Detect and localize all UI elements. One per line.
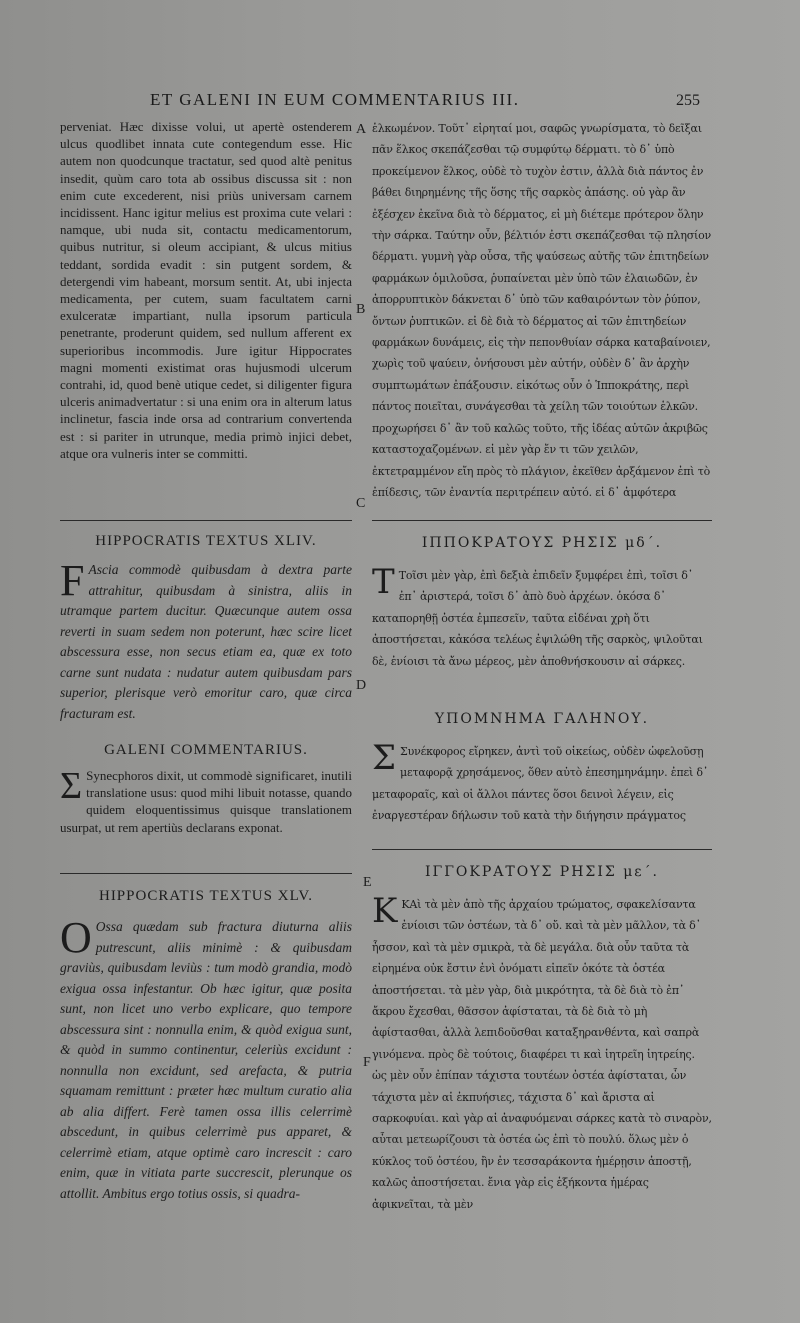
running-head: ET GALENI IN EUM COMMENTARIUS III. [150, 90, 520, 109]
margin-letter-d: D [356, 678, 367, 693]
greek-commentary-continuation: ἑλκωμένον. Τοῦτ᾽ εἰρηταί μοι, σαφῶς γνωρίσματα, τὸ δεῖξαι πᾶν ἕλκος σκεπάζεσθαι τῷ συμφύτῳ δέρματι. τὸ δ᾽ ὑπὸ προκείμενον ἕλκος, οὐδὲ τὸ τυχὸν ἐστιν, ἀλλὰ διὰ πάντος ἐν βάθει διηρημένης τῆς ὅσης τῆς σαρκὸς ἀπάσης. οὐ γὰρ ἂν ἐξέσχεν ἐκεῖνα διὰ τὸ δέρματος, εἰ μὴ διέτεμε πρότερον ὅλην τὴν σάρκα. Ταύτην οὖν, βέλτιόν ἐστι σκεπάζεσθαι τῷ πλησίον δέρματι. γυμνὴ γὰρ οὖσα, τῆς ψαύσεως αὐτῆς τῶν ἐπιτηδείων φαρμάκων ὁμιλοῦσα, ῥυπαίνεται μὲν ὑπὸ τῶν ἐλαιωδῶν, ἐν ἀπορρυπτικὸν δάκνεται δ᾽ ὑπὸ τῶν καθαιρόντων τὸν ῥύπον, ὄντων ῥυπτικῶν. εἰ δὲ διὰ τὸ δέρματος αἱ τῶν ἐπιτηδείων φαρμάκων δυνάμεις, εἰς τὴν πεπονθυίαν σάρκα καταβαίνοιεν, χωρὶς τοῦ ψαύειν, ὀνήσουσι μὲν αὐτήν, οὐδὲν δ᾽ ἂν ἀρχὴν συμπτωμάτων ἐπάξουσιν. εἰκότως οὖν ὁ Ἱπποκράτης, περὶ πάντος ποιεῖται, συνάγεσθαι τὰ χείλη τῶν τοιούτων ἑλκῶν. προχωρήσει δ᾽ ἂν τοῦ καλῶς τοῦτο, τῆς ἰδέας αὐτῶν ἀκριβῶς καταστοχαζομένων. εἰ μὲν γὰρ ἔν τι τῶν χειλῶν, ἐκτετραμμένον εἴη πρὸς τὸ πλάγιον, ἐκεῖθεν ἀρξάμενον ἐπὶ τὸ ἐπίδεσις, τῶν ἐναντία περιτρέπειν αὐτό. εἰ δ᾽ ἀμφότερα [372, 122, 712, 499]
latin-text-xlv: Ossa quædam sub fractura diuturna aliis putrescunt, aliis minimè : & quibusdam graviùs, quibusdam leviùs : tum modò grandia, modò exigua ossa infestantur. Ob hæc igitur, quæ posita sunt, non licet uno verbo explicare, quo tempore abscessura sint : nonnulla enim, & quòd exigua sunt, & quòd in summo continentur, celeriùs excidunt : nonnulla non excidunt, sed arefacta, & putria squamam remittunt : præter hæc multum curatio alia ab alia differt. Ferè tamen ossa illis celerrimè abscedunt, in quibus celerrimè pus apparet, & celerrimè etiam, atque optimè caro increscit : caro enim, quæ in vitiata parte succrescit, plerunque os attollit. Ambitus ergo totius ossis, si quadra- [60, 919, 352, 1201]
margin-letter-b: B [356, 302, 366, 317]
margin-letter-e: E [363, 875, 372, 890]
latin-commentary-continuation: perveniat. Hæc dixisse volui, ut apertè ostenderem ulcus quodlibet innata cute contegendum esse. Hic autem non quodcunque tractatur, sed quod altè penitus insedit, quùm caro tota ab ossibus discussa sit : non enim cute excederent, nisi priùs universam carnem incidissent. Hanc igitur melius est proxima cute velari : namque, ubi nuda sit, contactu medicamentorum, quibus nutritur, si oleum accipiant, & ulcus mitius teddant, sordida evadit : sin putgent sordem, & detergendi vim habeant, morsum sentit. At, ubi injecta medicamenta, per cutem, suam facultatem carni exulceratæ impartiant, nulla ipsorum particula penetrante, proderunt quidem, sed nullum afferent ex superioribus incommodis. Jure igitur Hippocrates magni momenti existimat oras hujusmodi ulcerum contrahi, id, quod benè utique cedet, si diligenter figura ulceris animadvertatur : si una enim ora in alterum latus inclinetur, fascia inde orsa ad contrarium convertenda est : si pariter in utrunque, media primò injici debet, atque ora vulneris inter se committi. [60, 119, 352, 461]
greek-heading-rhesis-45: ΙΓΓΟΚΡΑΤΟΥΣ ΡΗΣΙΣ με΄. [424, 864, 660, 880]
latin-column [60, 118, 352, 1247]
latin-heading-textus-xlv: HIPPOCRATIS TEXTUS XLV. [98, 888, 313, 904]
margin-letter-c: C [356, 496, 366, 511]
greek-text-hypomnema: Συνέκφορος εἴρηκεν, ἀντὶ τοῦ οἰκείως, οὐδὲν ὠφελοῦσῃ μεταφορᾷ χρησάμενος, ὅθεν αὐτὸ ἐπεσημηνάμην. ἐπεὶ δ᾽ μεταφοραῖς, καὶ οἱ ἄλλοι πάντες ὅσοι δεινοὶ λέγειν, εἰς ἐναργεστέραν δήλωσιν τοῦ κατὰ τὴν διήγησιν πράγματος [372, 745, 709, 823]
drop-cap-sigma: Σ [60, 767, 83, 807]
drop-cap-kappa: Κ [372, 894, 398, 931]
greek-column [372, 118, 712, 1224]
page-number: 255 [676, 92, 700, 109]
greek-heading-hypomnema: ΥΠΟΜΝΗΜΑ ΓΑΛΗΝΟΥ. [434, 711, 650, 727]
latin-text-xliv: Ascia commodè quibusdam à dextra parte attrahitur, quibusdam à sinistra, aliis in utramque partem ducitur. Quæcunque autem ossa reverti in suam sedem non poterunt, hæc scire licet abscessura esse, non secus etiam ea, quæ ex toto carne sunt nudata : nudatur autem quibusdam pars superior, plerisque verò emoritur caro, quæ circa fracturam est. [60, 562, 352, 721]
section-rule [372, 849, 712, 850]
drop-cap-f: F [60, 560, 85, 605]
margin-letter-f: F [363, 1055, 371, 1070]
greek-text-45: ΚΑὶ τὰ μὲν ἀπὸ τῆς ἀρχαίου τρώματος, σφακελίσαντα ἐνίοισι τῶν ὀστέων, τὰ δ᾽ οὔ. καὶ τὰ μὲν μᾶλλον, τὰ δ᾽ ἧσσον, καὶ τὰ μὲν σμικρὰ, τὰ δὲ μεγάλα. διὰ οὖν ταῦτα τὰ εἰρημένα οὐκ ἔστιν ἐνὶ ὀνόματι εἰπεῖν ὁκότε τὰ ὀστέα ἀποστήσεται. τὰ μὲν γὰρ, διὰ μικρότητα, τὰ δὲ διὰ τὸ ἐπ᾽ ἄκρου ἔχεσθαι, θᾶσσον ἀφίσταται, τὰ δὲ διὰ τὸ μὴ ἀφίστασθαι, ἀλλὰ λεπιδοῦσθαι καταξηρανθέντα, καὶ σαπρὰ γινόμενα. πρὸς δὲ τούτοις, διαφέρει τι καὶ ἰητρεῖη ἰητρείης. ὡς μὲν οὖν ἐπίπαν τάχιστα τουτέων ὀστέα ἀφίσταται, ὧν τάχιστα μὲν αἱ ἐκπυήσιες, τάχιστα δ᾽ καὶ ἄριστα αἱ σαρκοφυίαι. καὶ γὰρ αἱ ἀναφυόμεναι σάρκες κατὰ τὸ σιναρὸν, αὗται μετεωρίζουσι τὰ ὀστέα ὡς ἐπὶ τὸ πουλύ. ὅλως μὲν ὁ κύκλος τοῦ ὀστέου, ἢν ἐν τεσσαράκοντα ἡμέρῃσιν ἀποστῇ, καλῶς ἀποστήσεται. ἔνια γὰρ εἰς ἑξήκοντα ἡμέρας ἀφικνεῖται, τὰ μὲν [372, 898, 712, 1211]
drop-cap-o: O [60, 917, 92, 962]
latin-heading-textus-xliv: HIPPOCRATIS TEXTUS XLIV. [95, 533, 317, 549]
latin-text-galeni: Synecphoros dixit, ut commodè significaret, inutili translatione usus: quod mihi libuit notasse, quando quidem eloquentissimus quisque translationem usurpat, ut rem apertiùs declarans exponat. [60, 768, 352, 835]
greek-text-44: Τοῖσι μὲν γὰρ, ἐπὶ δεξιὰ ἐπιδεῖν ξυμφέρει ἐπὶ, τοῖσι δ᾽ ἐπ᾽ ἀριστερά, τοῖσι δ᾽ ἀπὸ δυὸ ἀρχέων. ὁκόσα δ᾽ καταπορηθῇ ὀστέα ἐμπεσεῖν, ταῦτα εἰδέναι χρὴ ὅτι ἀποστήσεται, κἀκόσα τελέως ἐψιλώθη τῆς σαρκὸς, ψιλοῦται δὲ, ἐνίοισι τὰ ἄνω μέρεος, μὲν ἀποθνήσκουσιν αἱ σάρκες. [372, 569, 703, 668]
drop-cap-sigma-greek: Σ [372, 741, 397, 778]
section-rule [60, 520, 352, 521]
margin-letter-a: A [356, 122, 367, 137]
drop-cap-tau: Τ [372, 565, 395, 602]
latin-heading-galeni: GALENI COMMENTARIUS. [104, 742, 308, 758]
section-rule [60, 873, 352, 874]
greek-heading-rhesis-44: ΙΠΠΟΚΡΑΤΟΥΣ ΡΗΣΙΣ μδ΄. [421, 535, 663, 551]
section-rule [372, 520, 712, 521]
